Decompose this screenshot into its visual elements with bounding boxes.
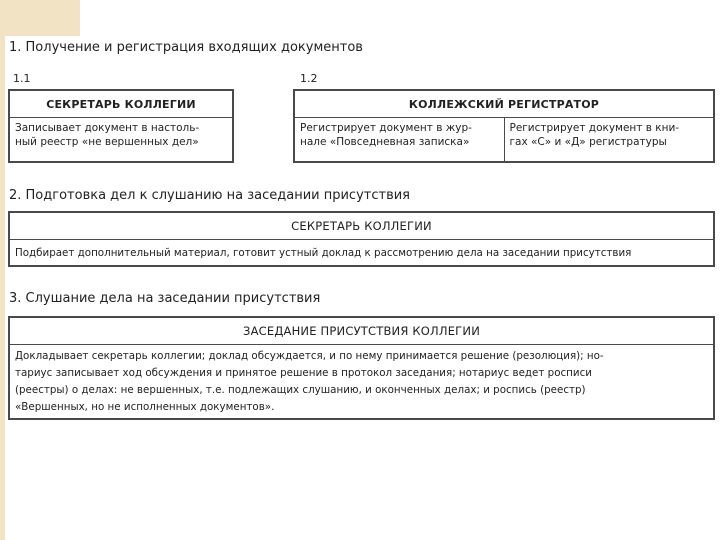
corner-decor-tab bbox=[0, 0, 80, 36]
section-2-title: 2. Подготовка дел к слушанию на заседании присутствия bbox=[9, 188, 410, 203]
registrar-books-line: гах «С» и «Д» регистратуры bbox=[509, 136, 667, 148]
registrar-journal-line: нале «Повседневная записка» bbox=[300, 136, 470, 148]
session-line: «Вершенных, но не исполненных документов». bbox=[15, 401, 275, 413]
session-box bbox=[8, 316, 715, 420]
secretary-box-1-line: Записывает документ в настоль- bbox=[15, 122, 200, 134]
session-line: Докладывает секретарь коллегии; доклад обсуждается, и по нему принимается решение (резолюция); но- bbox=[15, 350, 604, 362]
secretary-box-1-body bbox=[10, 118, 232, 161]
subsection-1-1-number: 1.1 bbox=[13, 72, 31, 85]
registrar-journal-cell bbox=[295, 118, 504, 161]
section-1-title: 1. Получение и регистрация входящих документов bbox=[9, 40, 363, 55]
registrar-books-cell bbox=[504, 118, 714, 161]
left-decor-strip bbox=[0, 0, 5, 540]
secretary-box-1 bbox=[8, 89, 234, 163]
session-box-body bbox=[10, 345, 713, 418]
secretary-box-1-line: ный реестр «не вершенных дел» bbox=[15, 136, 199, 148]
secretary-box-2-body: Подбирает дополнительный материал, готовит устный доклад к рассмотрению дела на заседании присутствия bbox=[15, 247, 632, 259]
secretary-box-2-header: СЕКРЕТАРЬ КОЛЛЕГИИ bbox=[10, 213, 713, 240]
session-box-header: ЗАСЕДАНИЕ ПРИСУТСТВИЯ КОЛЛЕГИИ bbox=[10, 318, 713, 345]
session-line: тариус записывает ход обсуждения и принятое решение в протокол заседания; нотариус ведет росписи bbox=[15, 367, 592, 379]
registrar-box bbox=[293, 89, 715, 163]
secretary-box-2 bbox=[8, 211, 715, 267]
session-line: (реестры) о делах: не вершенных, т.е. подлежащих слушанию, и оконченных делах; и роспись (реестр) bbox=[15, 384, 586, 396]
secretary-box-1-header: СЕКРЕТАРЬ КОЛЛЕГИИ bbox=[10, 91, 232, 118]
registrar-books-line: Регистрирует документ в кни- bbox=[509, 122, 680, 134]
subsection-1-2-number: 1.2 bbox=[300, 72, 318, 85]
registrar-journal-line: Регистрирует документ в жур- bbox=[300, 122, 472, 134]
registrar-box-body bbox=[295, 118, 713, 161]
registrar-box-header: КОЛЛЕЖСКИЙ РЕГИСТРАТОР bbox=[295, 91, 713, 118]
section-3-title: 3. Слушание дела на заседании присутствия bbox=[9, 291, 321, 306]
